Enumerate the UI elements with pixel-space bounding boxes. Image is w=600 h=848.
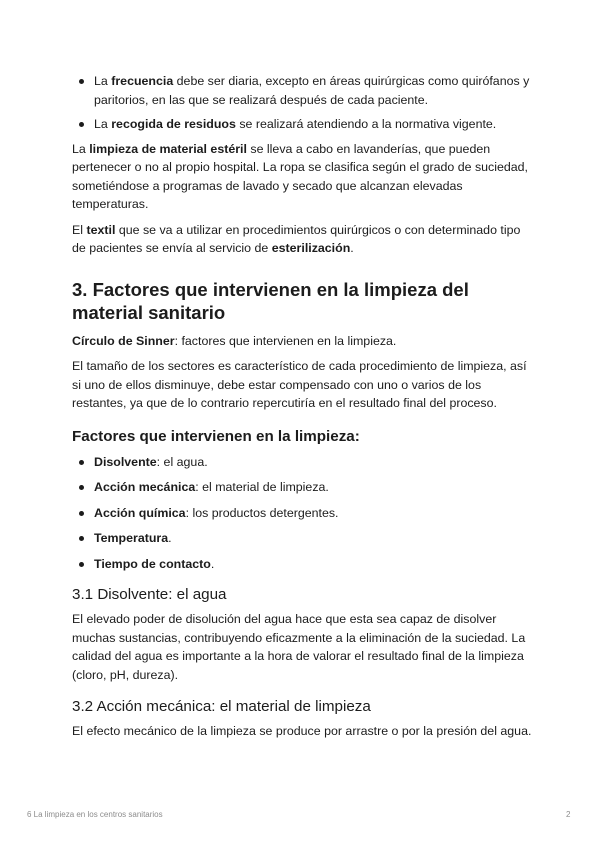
list-item <box>72 453 532 472</box>
bold-term: limpieza de material estéril <box>89 141 247 156</box>
bullet-dot <box>79 485 84 490</box>
section-3-title: 3. Factores que intervienen en la limpieza del material sanitario <box>72 278 469 323</box>
paragraph-textil <box>72 221 532 258</box>
text: . <box>350 241 354 255</box>
list-item <box>72 529 532 548</box>
bold-term: recogida de residuos <box>111 117 236 131</box>
paragraph-circulo <box>72 332 532 351</box>
bullet-dot <box>79 79 84 84</box>
text: El <box>72 222 87 237</box>
footer-chapter: 6 La limpieza en los centros sanitarios <box>27 810 163 819</box>
text: que se va a utilizar en procedimientos quirúrgicos o con determinado tipo de pacientes se envía al servicio de <box>72 222 521 255</box>
bold-term: textil <box>86 222 116 237</box>
paragraph-lavanderia <box>72 140 532 214</box>
text: se lleva a cabo en lavanderías, que pueden pertenecer o no al propio hospital. La ropa se clasifica según el grado de suciedad, sometiéndose a programas de lavado y secado que alcanzan elevadas temperaturas. <box>72 141 528 211</box>
bullet-list-top <box>72 72 532 134</box>
bold-term: Temperatura <box>94 531 169 545</box>
bullet-dot <box>79 562 84 567</box>
text: . <box>210 556 215 571</box>
footer-page-number: 2 <box>566 810 571 819</box>
text: : el agua. <box>156 454 208 469</box>
bullet-dot <box>79 511 84 516</box>
list-item <box>72 504 532 523</box>
bold-term: Disolvente <box>94 454 157 469</box>
text: : el material de limpieza. <box>195 480 329 494</box>
bullet-dot <box>79 536 84 541</box>
text: se realizará atendiendo a la normativa vigente. <box>235 117 497 131</box>
list-item <box>72 555 532 574</box>
bold-term: Acción química <box>94 505 186 520</box>
text: . <box>168 531 172 545</box>
list-item <box>72 115 532 134</box>
factores-heading: Factores que intervienen en la limpieza: <box>72 427 360 445</box>
bullet-dot <box>79 122 84 127</box>
bold-term: frecuencia <box>111 74 174 88</box>
factores-list <box>72 453 532 574</box>
subsection-3-2-title: 3.2 Acción mecánica: el material de limpieza <box>72 698 371 715</box>
bold-term: Tiempo de contacto <box>94 556 211 571</box>
bold-term: Círculo de Sinner <box>72 333 175 348</box>
text: La <box>94 117 112 131</box>
text: debe ser diaria, excepto en áreas quirúrgicas como quirófanos y paritorios, en las que se realizará después de cada paciente. <box>94 74 530 107</box>
page-content <box>72 72 532 741</box>
paragraph-sectores: El tamaño de los sectores es característico de cada procedimiento de limpieza, así si uno de ellos disminuye, debe estar compensado con uno o varios de los restantes, ya que de lo contrario repercutiría en el resultado final del proceso. <box>72 359 527 410</box>
text: : los productos detergentes. <box>185 505 339 520</box>
bullet-dot <box>79 460 84 465</box>
bold-term: esterilización <box>271 241 351 255</box>
text: : factores que intervienen en la limpieza. <box>174 333 397 348</box>
subsection-3-1-text: El elevado poder de disolución del agua hace que esta sea capaz de disolver muchas sustancias, contribuyendo eficazmente a la eliminación de la suciedad. La calidad del agua es importante a la hora de valorar el resultado final de la limpieza (cloro, pH, dureza). <box>72 612 526 682</box>
text: La <box>72 141 90 156</box>
text: La <box>94 74 112 88</box>
subsection-3-2-text: El efecto mecánico de la limpieza se produce por arrastre o por la presión del agua. <box>72 724 532 738</box>
list-item <box>72 478 532 497</box>
subsection-3-1-title: 3.1 Disolvente: el agua <box>72 586 227 603</box>
bold-term: Acción mecánica <box>94 480 196 494</box>
list-item <box>72 72 532 109</box>
